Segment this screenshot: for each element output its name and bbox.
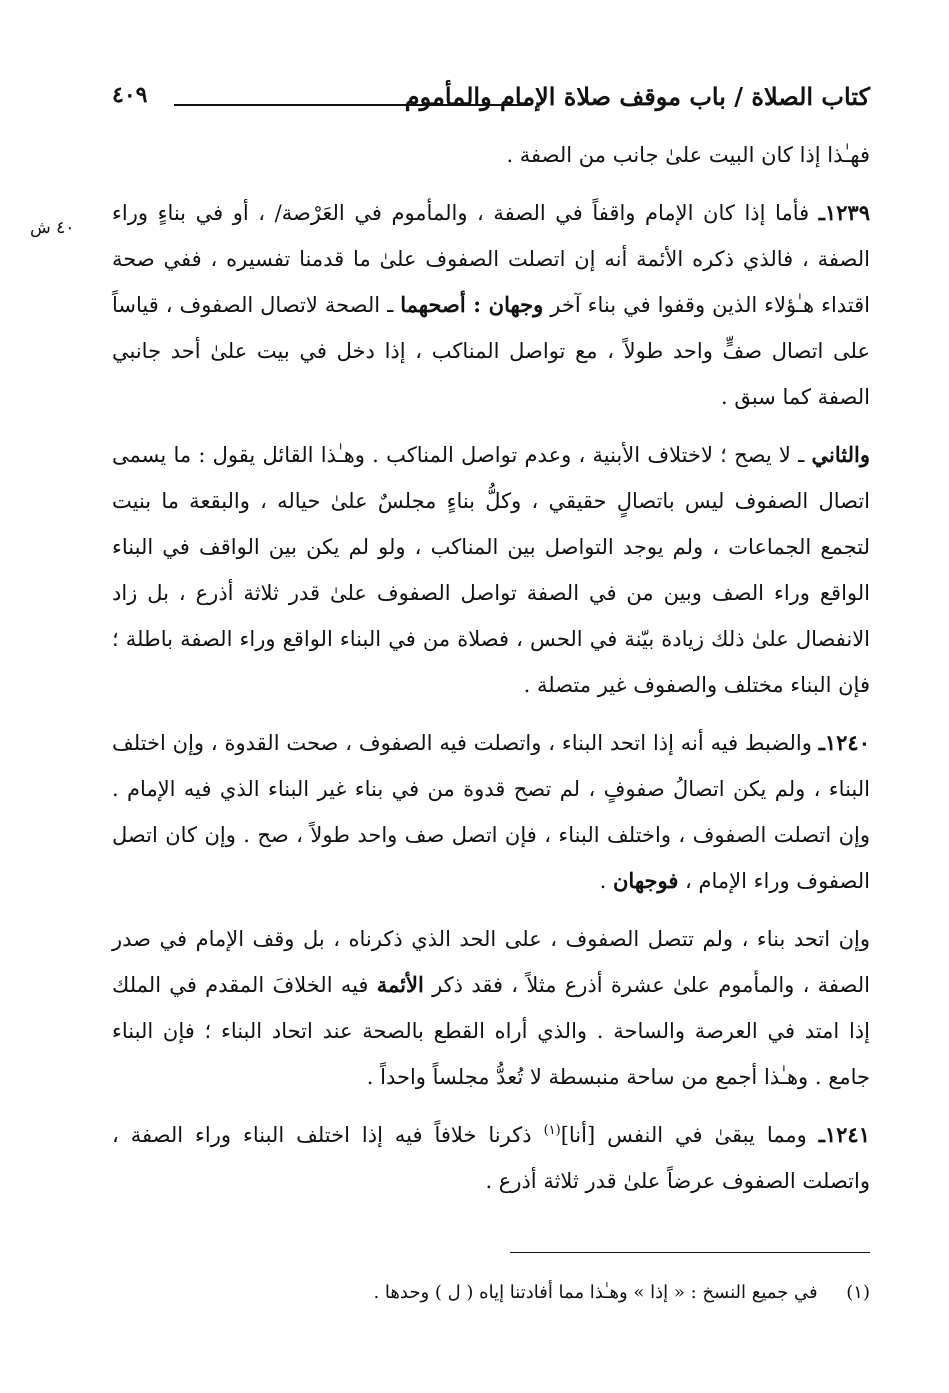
paragraph-number: ١٢٤٠ـ [818, 730, 870, 755]
paragraph-text: ـ لا يصح ؛ لاختلاف الأبنية ، وعدم تواصل المناكب . وهـٰذا القائل يقول : ما يسمى اتصال الصفوف ليس باتصالٍ حقيقي ، وكلُّ بناءٍ مجلسٌ علىٰ حياله ، والبقعة ما بنيت لتجمع الجماعات ، ولم يوجد التواصل بين المناكب ، ولو لم يكن بين الواقف في البناء الواقع وراء الصف وبين من في الصفة تواصل الصفوف علىٰ قدر ثلاثة أذرع ، بل زاد الانفصال علىٰ ذلك زيادة بيّنة في الحس ، فصلاة من في البناء الواقع وراء الصفة باطلة ؛ فإن البناء مختلف والصفوف غير متصلة . [112, 443, 870, 697]
paragraph-text-cont: ذكرنا خلافاً فيه إذا اختلف البناء وراء الصفة ، واتصلت الصفوف عرضاً علىٰ قدر ثلاثة أذرع . [112, 1123, 870, 1193]
paragraph-1239 [112, 190, 870, 420]
margin-note: ٤٠ ش [30, 218, 75, 238]
paragraph-text: فأما إذا كان الإمام واقفاً في الصفة ، والمأموم في العَرْصة/ ، أو في بناءٍ وراء الصفة ، فالذي ذكره الأئمة أنه إن اتصلت الصفوف علىٰ ما قدمنا تفسيره ، ففي صحة اقتداء هـٰؤلاء الذين وقفوا في بناء آخر [112, 201, 871, 317]
header-rule [174, 104, 530, 106]
paragraph-bold: وجهان : أصحهما [400, 292, 544, 317]
main-text [112, 132, 870, 1204]
footnote-marker: (١) [846, 1282, 870, 1303]
page-number: ٤٠٩ [112, 82, 148, 108]
paragraph-number: ١٢٤١ـ [818, 1122, 870, 1147]
paragraph-united-building [112, 916, 870, 1100]
header-title: كتاب الصلاة / باب موقف صلاة الإمام والمأموم [404, 82, 870, 111]
paragraph-text-cont: فيه الخلافَ المقدم في الملك إذا امتد في العرصة والساحة . والذي أراه القطع بالصحة عند اتحاد البناء ؛ فإن البناء جامع . وهـٰذا أجمع من ساحة منبسطة لا تُعدُّ مجلساً واحداً . [112, 973, 870, 1089]
paragraph-bold: والثاني [811, 442, 870, 467]
paragraph-text: وإن اتحد بناء ، ولم تتصل الصفوف ، على الحد الذي ذكرناه ، بل وقف الإمام في صدر الصفة ، والمأموم علىٰ عشرة أذرع مثلاً ، فقد ذكر [112, 927, 870, 997]
paragraph-second-view [112, 432, 870, 708]
footnote-rule [510, 1252, 870, 1253]
footnote-text: في جميع النسخ : « إذا » وهـٰذا مما أفادتنا إياه ( ل ) وحدها . [373, 1282, 818, 1303]
paragraph-1241 [112, 1112, 870, 1204]
paragraph-text: والضبط فيه أنه إذا اتحد البناء ، واتصلت فيه الصفوف ، صحت القدوة ، وإن اختلف البناء ، ولم يكن اتصالُ صفوفٍ ، لم تصح قدوة من في بناء غير البناء الذي فيه الإمام . وإن اتصلت الصفوف ، واختلف البناء ، فإن اتصل صف واحد طولاً ، صح . وإن كان اتصل الصفوف وراء الإمام ، [112, 731, 870, 893]
running-header [112, 82, 870, 126]
paragraph-text-cont: ـ الصحة لاتصال الصفوف ، قياساً على اتصال صفٍّ واحد طولاً ، مع تواصل المناكب ، إذا دخل في بيت علىٰ أحد جانبي الصفة كما سبق . [112, 293, 870, 409]
paragraph-bold: الأئمة [376, 972, 424, 997]
paragraph-text-cont: . [599, 869, 613, 893]
paragraph-text: فهـٰذا إذا كان البيت علىٰ جانب من الصفة . [506, 143, 870, 167]
paragraph-intro [112, 132, 870, 178]
footnote [112, 1282, 870, 1303]
footnote-ref: (١) [543, 1123, 561, 1138]
paragraph-text: ومما يبقىٰ في النفس [أنا] [560, 1123, 819, 1147]
paragraph-number: ١٢٣٩ـ [818, 200, 870, 225]
paragraph-bold: فوجهان [613, 868, 679, 893]
paragraph-1240 [112, 720, 870, 904]
